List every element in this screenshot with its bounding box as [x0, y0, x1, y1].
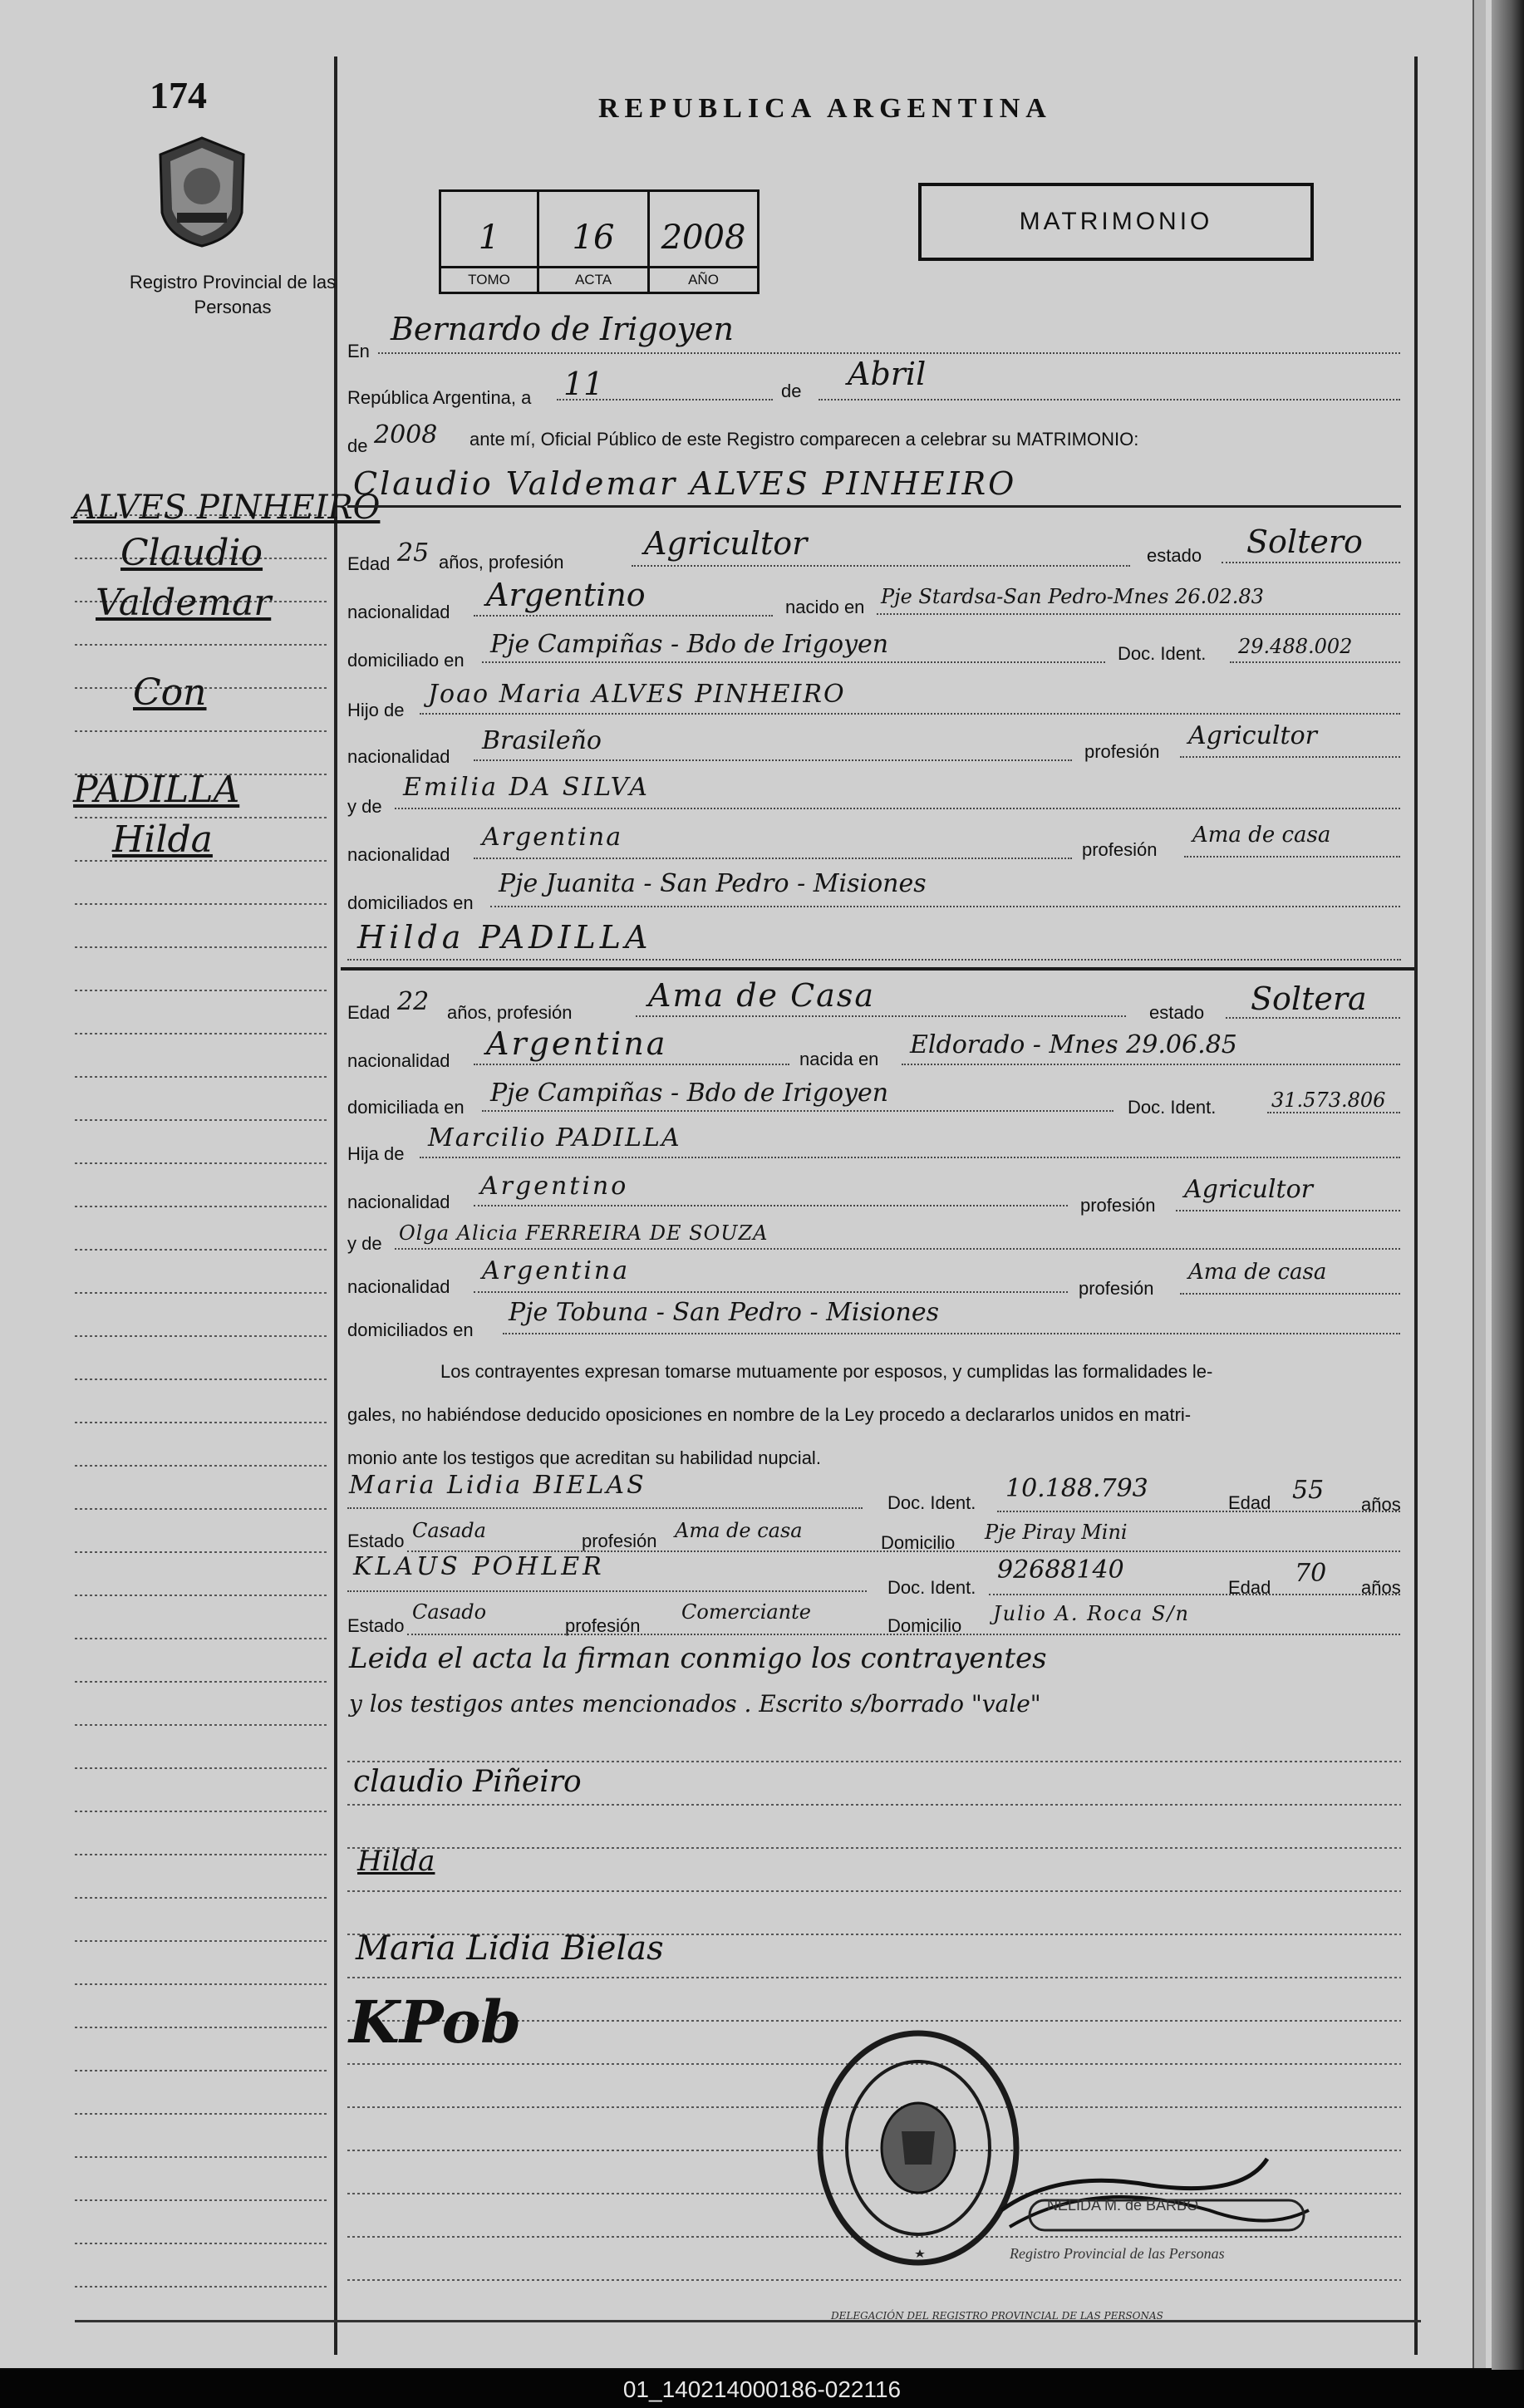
line	[997, 1511, 1400, 1512]
label-nacionalidad: nacionalidad	[347, 602, 450, 622]
ano-value: 2008	[661, 219, 746, 257]
margin-connector: Con	[133, 671, 207, 714]
label-nacionalidad: nacionalidad	[347, 844, 450, 865]
line	[557, 399, 773, 401]
line	[1226, 1017, 1400, 1019]
label-de2: de	[347, 435, 368, 456]
line	[503, 1333, 1400, 1334]
line	[1180, 1293, 1400, 1295]
margin-groom-name-1: Claudio	[120, 532, 263, 574]
line	[420, 713, 1400, 715]
line	[1230, 661, 1400, 663]
line	[482, 661, 1105, 663]
label-doc-ident: Doc. Ident.	[887, 1577, 976, 1598]
line	[490, 906, 1400, 907]
line	[1180, 756, 1400, 758]
tomo-value: 1	[478, 219, 500, 257]
label-ante-mi: ante mí, Oficial Público de este Registro comparecen a celebrar su MATRIMONIO:	[469, 429, 1139, 450]
bride-father-name: Marcilio PADILLA	[428, 1123, 681, 1152]
groom-birth: Pje Stardsa-San Pedro-Mnes 26.02.83	[881, 585, 1264, 608]
groom-parents-address: Pje Juanita - San Pedro - Misiones	[499, 869, 927, 898]
declaration-line-1: Los contrayentes expresan tomarse mutuamente por esposos, y cumplidas las formalidades le-	[440, 1361, 1213, 1382]
groom-profession: Agricultor	[644, 525, 808, 562]
label-domiciliado-en: domiciliado en	[347, 650, 465, 671]
label-domiciliada-en: domiciliada en	[347, 1097, 465, 1118]
label-edad: Edad	[347, 1002, 391, 1023]
groom-father-profession: Agricultor	[1188, 721, 1317, 750]
witness-1-status: Casada	[412, 1519, 486, 1542]
binding-strip	[1472, 0, 1486, 2368]
bride-father-profession: Agricultor	[1184, 1175, 1313, 1204]
official-name: NELIDA M. de BARBO	[1047, 2197, 1199, 2214]
stamp-seal-text: DELEGACIÓN DEL REGISTRO PROVINCIAL DE LAS PERSONAS	[831, 2310, 1163, 2322]
line	[1222, 562, 1400, 563]
label-estado-short: Estado	[347, 1615, 405, 1636]
label-domicilio: Domicilio	[887, 1615, 962, 1636]
label-hija-de: Hija de	[347, 1143, 405, 1164]
witness-2-address: Julio A. Roca S/n	[993, 1602, 1190, 1625]
witness-1-age: 55	[1292, 1476, 1325, 1505]
line	[395, 1248, 1400, 1250]
bride-mother-name: Olga Alicia FERREIRA DE SOUZA	[399, 1221, 769, 1245]
section-separator	[341, 967, 1414, 971]
line	[632, 565, 1130, 567]
line	[819, 399, 1400, 401]
tomo-label: TOMO	[441, 266, 537, 292]
witness-1-doc: 10.188.793	[1005, 1474, 1148, 1503]
margin-bride-name: Hilda	[112, 818, 213, 861]
groom-address: Pje Campiñas - Bdo de Irigoyen	[490, 630, 889, 659]
margin-groom-name-2: Valdemar	[96, 582, 272, 624]
label-profesion: profesión	[1079, 1278, 1154, 1299]
image-caption: 01_140214000186-022116	[622, 2376, 902, 2402]
label-anos: años	[1361, 1494, 1401, 1515]
label-domiciliados-en: domiciliados en	[347, 892, 474, 913]
act-day: 11	[563, 366, 604, 402]
label-nacionalidad: nacionalidad	[347, 1192, 450, 1212]
bride-parents-address: Pje Tobuna - San Pedro - Misiones	[509, 1298, 939, 1327]
label-nacido-en: nacido en	[785, 597, 865, 617]
bride-father-nationality: Argentino	[480, 1172, 629, 1201]
body-ruled-lines	[341, 0, 1413, 2327]
line	[420, 1157, 1400, 1158]
label-profesion: profesión	[582, 1531, 657, 1551]
line	[347, 1590, 867, 1592]
margin-groom-surname: ALVES PINHEIRO	[73, 489, 381, 527]
line	[347, 1507, 863, 1509]
witness-signature: Maria Lidia Bielas	[356, 1929, 664, 1968]
label-profesion: profesión	[1084, 741, 1160, 762]
closing-line-2: y los testigos antes mencionados . Escrito s/borrado "vale"	[349, 1690, 1041, 1718]
label-profesion: profesión	[1082, 839, 1158, 860]
right-rule	[1414, 57, 1418, 2355]
acta-cell	[539, 192, 650, 292]
label-hijo-de: Hijo de	[347, 700, 405, 720]
act-month: Abril	[848, 356, 927, 392]
line	[877, 613, 1400, 615]
line	[347, 959, 1401, 961]
act-type-box: MATRIMONIO	[918, 183, 1314, 261]
groom-nationality: Argentino	[486, 577, 646, 613]
label-nacionalidad: nacionalidad	[347, 1276, 450, 1297]
label-profesion: profesión	[1080, 1195, 1156, 1216]
label-estado: estado	[1147, 545, 1202, 566]
bride-mother-nationality: Argentina	[482, 1256, 631, 1285]
line	[1176, 1210, 1400, 1211]
line	[636, 1015, 1126, 1017]
groom-mother-nationality: Argentina	[482, 823, 623, 852]
declaration-line-3: monio ante los testigos que acreditan su habilidad nupcial.	[347, 1447, 821, 1468]
line	[474, 759, 1072, 761]
line	[395, 808, 1400, 809]
label-edad-short: Edad	[1228, 1492, 1271, 1513]
label-doc-ident: Doc. Ident.	[887, 1492, 976, 1513]
label-anos-profesion: años, profesión	[439, 552, 564, 573]
line	[474, 1064, 789, 1065]
label-profesion: profesión	[565, 1615, 641, 1636]
label-anos: años	[1361, 1577, 1401, 1598]
witness-2-name: KLAUS POHLER	[353, 1552, 605, 1581]
margin-ruled-lines	[75, 0, 332, 2327]
groom-age: 25	[397, 538, 430, 568]
margin-rule	[334, 57, 337, 2355]
label-nacionalidad: nacionalidad	[347, 746, 450, 767]
witness-1-address: Pje Piray Mini	[985, 1521, 1128, 1544]
groom-father-nationality: Brasileño	[482, 726, 602, 755]
label-doc-ident: Doc. Ident.	[1118, 643, 1207, 664]
label-y-de: y de	[347, 1233, 382, 1254]
line	[482, 1110, 1114, 1112]
label-doc-ident: Doc. Ident.	[1128, 1097, 1217, 1118]
line	[902, 1064, 1400, 1065]
ano-cell	[650, 192, 757, 292]
groom-full-name: Claudio Valdemar ALVES PINHEIRO	[353, 465, 1017, 502]
bride-nationality: Argentina	[486, 1025, 668, 1062]
official-role: Registro Provincial de las Personas	[1010, 2245, 1225, 2262]
closing-line-1: Leida el acta la firman conmigo los contrayentes	[349, 1642, 1047, 1675]
bride-address: Pje Campiñas - Bdo de Irigoyen	[490, 1079, 889, 1108]
registry-name: Registro Provincial de las Personas	[129, 272, 337, 317]
line	[474, 1291, 1068, 1293]
line	[474, 858, 1072, 859]
line	[1267, 1112, 1400, 1113]
witness-1-name: Maria Lidia BIELAS	[349, 1471, 646, 1500]
ano-label: AÑO	[650, 266, 757, 292]
line	[378, 352, 1400, 354]
label-estado: estado	[1149, 1002, 1205, 1023]
witness-2-doc: 92688140	[997, 1555, 1124, 1585]
acta-value: 16	[572, 219, 615, 257]
groom-father-name: Joao Maria ALVES PINHEIRO	[428, 680, 846, 709]
provincial-seal-icon	[152, 133, 252, 253]
bride-full-name: Hilda PADILLA	[357, 919, 652, 956]
witness-2-age: 70	[1295, 1559, 1327, 1588]
act-year: 2008	[374, 420, 438, 450]
label-y-de: y de	[347, 796, 382, 817]
witness-2-signature: KPob	[349, 1988, 522, 2057]
line	[474, 615, 773, 617]
groom-signature: claudio Piñeiro	[353, 1765, 582, 1799]
line	[474, 1205, 1068, 1206]
label-nacida-en: nacida en	[799, 1049, 879, 1069]
label-en: En	[347, 341, 370, 361]
margin-bride-surname: PADILLA	[73, 769, 240, 811]
bride-birth: Eldorado - Mnes 29.06.85	[910, 1030, 1237, 1059]
declaration-line-2: gales, no habiéndose deducido oposiciones en nombre de la Ley procedo a declararlos unidos en matri-	[347, 1404, 1192, 1425]
label-republica: República Argentina, a	[347, 387, 532, 408]
line	[347, 505, 1401, 508]
page-edge	[1492, 0, 1524, 2378]
witness-2-status: Casado	[412, 1600, 487, 1624]
tomo-cell	[441, 192, 539, 292]
bride-age: 22	[397, 987, 430, 1016]
line	[407, 1634, 1400, 1635]
label-edad: Edad	[347, 553, 391, 574]
bride-doc: 31.573.806	[1271, 1089, 1386, 1112]
groom-doc: 29.488.002	[1238, 635, 1353, 658]
bride-profession: Ama de Casa	[648, 977, 875, 1014]
page-number: 174	[150, 74, 207, 116]
label-domicilio: Domicilio	[881, 1532, 956, 1553]
line	[989, 1594, 1400, 1595]
witness-1-profession: Ama de casa	[675, 1519, 803, 1542]
label-domiciliados-en: domiciliados en	[347, 1319, 474, 1340]
acta-label: ACTA	[539, 266, 647, 292]
record-number-box	[439, 189, 760, 294]
label-nacionalidad: nacionalidad	[347, 1050, 450, 1071]
country-title: REPUBLICA ARGENTINA	[598, 93, 1052, 124]
bride-signature: Hilda	[357, 1845, 435, 1878]
label-edad-short: Edad	[1228, 1577, 1271, 1598]
groom-mother-profession: Ama de casa	[1192, 823, 1331, 848]
line	[1184, 856, 1400, 858]
act-place: Bernardo de Irigoyen	[391, 311, 735, 347]
label-de: de	[781, 381, 802, 401]
label-estado-short: Estado	[347, 1531, 405, 1551]
groom-marital-status: Soltero	[1246, 523, 1363, 560]
bride-mother-profession: Ama de casa	[1188, 1260, 1327, 1285]
witness-2-profession: Comerciante	[681, 1600, 811, 1624]
groom-mother-name: Emilia DA SILVA	[403, 773, 650, 802]
label-anos-profesion: años, profesión	[447, 1002, 573, 1023]
bride-marital-status: Soltera	[1251, 980, 1367, 1017]
